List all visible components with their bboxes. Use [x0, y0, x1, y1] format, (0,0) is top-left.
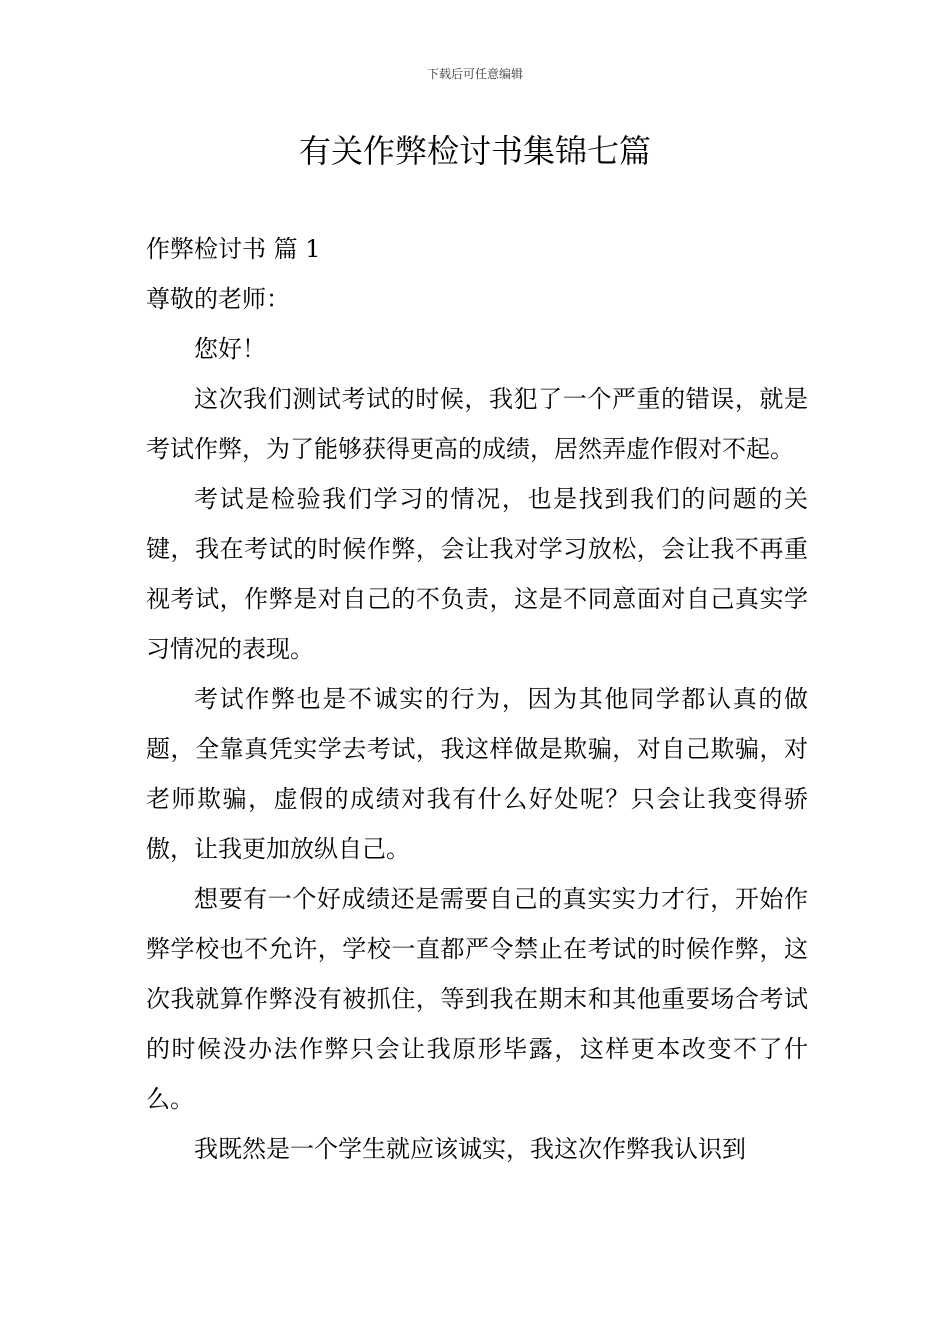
salutation: 尊敬的老师： — [146, 285, 290, 313]
paragraph: 这次我们测试考试的时候，我犯了一个严重的错误，就是考试作弊，为了能够获得更高的成绩，居然弄虚作假对不起。 — [146, 385, 808, 463]
greeting: 您好！ — [194, 335, 266, 363]
paragraph: 想要有一个好成绩还是需要自己的真实实力才行，开始作弊学校也不允许，学校一直都严令禁止在考试的时候作弊，这次我就算作弊没有被抓住，等到我在期末和其他重要场合考试的时候没办法作弊只会让我原形毕露，这样更本改变不了什么。 — [146, 885, 808, 1113]
paragraph: 考试是检验我们学习的情况，也是找到我们的问题的关键，我在考试的时候作弊，会让我对学习放松，会让我不再重视考试，作弊是对自己的不负责，这是不同意面对自己真实学习情况的表现。 — [146, 485, 808, 663]
paragraph: 考试作弊也是不诚实的行为，因为其他同学都认真的做题，全靠真凭实学去考试，我这样做是欺骗，对自己欺骗，对老师欺骗，虚假的成绩对我有什么好处呢？只会让我变得骄傲，让我更加放纵自己。 — [146, 685, 808, 863]
paragraph: 我既然是一个学生就应该诚实，我这次作弊我认识到 — [194, 1135, 746, 1163]
document-body — [146, 224, 808, 1174]
section-heading: 作弊检讨书 篇 1 — [146, 235, 321, 263]
header-note: 下载后可任意编辑 — [426, 67, 523, 81]
document-title: 有关作弊检讨书集锦七篇 — [298, 132, 651, 170]
